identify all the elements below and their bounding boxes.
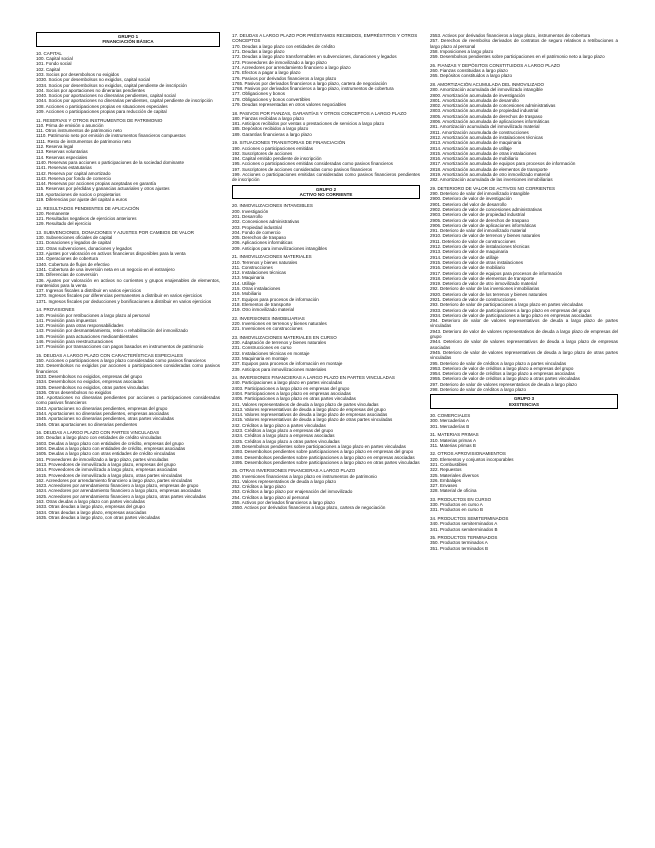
account-line: 321. Combustibles xyxy=(430,461,468,467)
account-section xyxy=(430,535,618,551)
account-section xyxy=(232,140,420,182)
account-line: 211. Construcciones xyxy=(232,264,273,270)
account-line: 178. Obligaciones y bonos convertibles xyxy=(232,96,311,102)
account-line: 136. Ajustes por valoración en activos no corrientes y grupos enajenables de elementos, mantenidos para la venta xyxy=(36,277,220,288)
account-line: 203. Propiedad industrial xyxy=(232,224,282,230)
account-line: 290. Deterioro de valor del inmovilizado intangible xyxy=(430,191,530,197)
account-line: 2819. Amortización acumulada de otro inmovilizado material xyxy=(430,171,551,177)
account-line: 2920. Deterioro de valor de los terrenos y bienes naturales xyxy=(430,291,548,297)
account-line: 204. Fondo de comercio xyxy=(232,229,281,235)
account-line: 251. Valores representativos de deuda a largo plazo xyxy=(232,478,336,484)
section-heading: 22. INVERSIONES INMOBILIARIAS xyxy=(232,315,305,321)
account-line: 112. Reserva legal xyxy=(36,144,74,150)
account-line: 118. Aportaciones de socios o propietarios xyxy=(36,191,121,197)
account-line: 1143. Reserva por fondo de comercio xyxy=(36,175,111,181)
account-line: 255. Activos por derivados financieros a largo plazo xyxy=(232,500,335,506)
account-line: 1371. Ingresos fiscales por deducciones y bonificaciones a distribuir en varios ejercicios xyxy=(36,298,212,304)
account-line: 331. Productos en curso B xyxy=(430,507,484,513)
account-line: 265. Depósitos constituidos a largo plazo xyxy=(430,73,513,79)
account-line: 293. Deterioro de valor de participaciones a largo plazo en partes vinculadas xyxy=(430,302,583,308)
account-line: 1633. Otras deudas a largo plazo, empresas del grupo xyxy=(36,504,145,510)
account-line: 190. Acciones o participaciones emitidas xyxy=(232,145,314,151)
section-heading: 19. SITUACIONES TRANSITORIAS DE FINANCIACIÓN xyxy=(232,140,346,146)
account-line: 2917. Deterioro de valor de equipos para procesos de información xyxy=(430,270,563,276)
account-line: 230. Adaptación de terrenos y bienes naturales xyxy=(232,340,327,346)
section-heading: 16. DEUDAS A LARGO PLAZO CON PARTES VINCULADAS xyxy=(36,430,160,436)
account-line: 294. Deterioro de valor de valores representativos de deuda a largo plazo de partes vinculadas xyxy=(430,318,618,329)
account-line: 200. Investigación xyxy=(232,208,269,214)
account-line: 2901. Deterioro del valor de desarrollo xyxy=(430,201,507,207)
account-line: 219. Otro inmovilizado material xyxy=(232,307,295,313)
section-heading: 21. INMOVILIZACIONES MATERIALES xyxy=(232,254,312,260)
account-line: 1040. Socios por aportaciones no dinerarias pendientes, capital social xyxy=(36,93,176,99)
account-line: 2815. Amortización acumulada de otras instalaciones xyxy=(430,150,537,156)
account-line: 231. Construcciones en curso xyxy=(232,345,292,351)
group-title: ACTIVO NO CORRIENTE xyxy=(299,191,353,197)
account-line: 179. Deudas representadas en otros valores negociables xyxy=(232,102,347,108)
account-line: 1604. Deudas a largo plazo con entidades de crédito, empresas asociadas xyxy=(36,446,186,452)
account-line: 1534. Desembolsos no exigidos, empresas asociadas xyxy=(36,379,144,385)
account-line: 351. Productos terminados B xyxy=(430,545,489,551)
account-section xyxy=(36,118,220,203)
account-line: 1341. Cobertura de una inversión neta en un negocio en el extranjero xyxy=(36,266,175,272)
section-heading: 15. DEUDAS A LARGO PLAZO CON CARACTERÍSTICAS ESPECIALES xyxy=(36,352,184,358)
account-line: 1140. Reservas para acciones o participaciones de la sociedad dominante xyxy=(36,159,185,165)
account-line: 2953. Deterioro de valor de créditos a largo plazo a empresas del grupo xyxy=(430,365,574,371)
account-line: 258. Imposiciones a largo plazo xyxy=(430,49,494,55)
account-line: 1044. Socios por aportaciones no dinerarias pendientes, capital pendiente de inscripción xyxy=(36,98,213,104)
account-line: 114. Reservas especiales xyxy=(36,154,88,160)
account-line: 109. Acciones o participaciones propias para reducción de capital xyxy=(36,109,167,115)
account-line: 102. Capital xyxy=(36,66,61,72)
account-line: 2801. Amortización acumulada de desarrollo xyxy=(430,97,519,103)
account-line: 194. Capital emitido pendiente de inscripción xyxy=(232,156,322,162)
account-line: 2919. Deterioro de valor de otro inmovilizado material xyxy=(430,281,537,287)
account-line: 253. Créditos a largo plazo por enajenación del inmovilizado xyxy=(232,489,353,495)
account-line: 2424. Créditos a largo plazo a empresas asociadas xyxy=(232,433,335,439)
section-heading: 31. MATERIAS PRIMAS xyxy=(430,432,479,438)
account-line: 140. Provisión por retribuciones a largo plazo al personal xyxy=(36,312,150,318)
account-line: 2814. Amortización acumulada de utillaje xyxy=(430,145,512,151)
account-line: 341. Productos semiterminados B xyxy=(430,526,498,532)
account-line: 330. Productos en curso A xyxy=(430,502,483,508)
account-line: 1110. Patrimonio neto por emisión de instrumentos financieros compuestos xyxy=(36,133,186,139)
account-line: 2916. Deterioro de valor de mobiliario xyxy=(430,265,506,271)
account-line: 1544. Aportaciones no dinerarias pendientes, empresas asociadas xyxy=(36,411,169,417)
group-header-box xyxy=(430,394,618,409)
account-line: 326. Embalajes xyxy=(430,477,462,483)
account-section xyxy=(430,82,618,183)
account-line: 119. Diferencias por ajuste del capital a euros xyxy=(36,197,127,203)
account-section xyxy=(232,33,420,107)
account-line: 2404. Participaciones a largo plazo en empresas asociadas xyxy=(232,390,351,396)
account-line: 133. Ajustes por valoración en activos financieros disponibles para la venta xyxy=(36,251,186,257)
account-line: 254. Créditos a largo plazo al personal xyxy=(232,494,310,500)
account-line: 101. Fondo social xyxy=(36,61,72,67)
account-line: 1543. Aportaciones no dinerarias pendientes, empresas del grupo xyxy=(36,405,168,411)
account-line: 220. Inversiones en terrenos y bienes naturales xyxy=(232,321,327,326)
account-section xyxy=(36,353,220,427)
account-line: 185. Depósitos recibidos a largo plazo xyxy=(232,126,309,132)
account-section xyxy=(232,254,420,312)
account-line: 132. Otras subvenciones, donaciones y legados xyxy=(36,245,132,251)
section-heading: 17. DEUDAS A LARGO PLAZO POR PRÉSTAMOS RECIBIDOS, EMPRÉSTITOS Y OTROS CONCEPTOS xyxy=(232,33,418,44)
section-heading: 28. AMORTIZACIÓN ACUMULADA DEL INMOVILIZADO xyxy=(430,81,545,87)
account-line: 210. Terrenos y bienes naturales xyxy=(232,259,298,265)
account-line: 2495. Desembolsos pendientes sobre participaciones a largo plazo en otras partes vinculadas xyxy=(232,459,420,465)
account-line: 257. Derechos de reembolso derivados de contratos de seguro relativos a retribuciones a largo plazo al personal xyxy=(430,38,618,49)
account-line: 214. Utillaje xyxy=(232,280,256,286)
group-title: FINANCIACIÓN BÁSICA xyxy=(102,39,154,45)
account-line: 115. Reservas por pérdidas y ganancias actuariales y otros ajustes xyxy=(36,186,170,192)
account-section xyxy=(232,375,420,465)
account-line: 1034. Socios por desembolsos no exigidos, capital pendiente de inscripción xyxy=(36,82,187,88)
account-line: 216. Mobiliario xyxy=(232,291,262,297)
section-heading: 13. SUBVENCIONES, DONACIONES Y AJUSTES POR CAMBIOS DE VALOR xyxy=(36,229,195,235)
account-line: 180. Fianzas recibidas a largo plazo xyxy=(232,115,305,121)
account-line: 1546. Otras aportaciones no dinerarias pendientes xyxy=(36,421,138,427)
account-line: 162. Acreedores por arrendamiento financiero a largo plazo, partes vinculadas xyxy=(36,477,193,483)
section-heading: 35. PRODUCTOS TERMINADOS xyxy=(430,535,498,541)
account-line: 176. Pasivos por derivados financieros a largo plazo xyxy=(232,75,337,81)
group-number: GRUPO 1 xyxy=(117,34,139,39)
account-line: 1030. Socios por desembolsos no exigidos, capital social xyxy=(36,77,150,83)
account-line: 2913. Deterioro de valor de maquinaria xyxy=(430,249,509,255)
account-line: 250. Inversiones financieras a largo plazo en instrumentos de patrimonio xyxy=(232,473,377,479)
column-middle xyxy=(232,30,420,511)
account-line: 2818. Amortización acumulada de elementos de transporte xyxy=(430,166,548,172)
section-heading: 11. RESERVAS Y OTROS INSTRUMENTOS DE PATRIMONIO xyxy=(36,117,163,123)
account-line: 170. Deudas a largo plazo con entidades de crédito xyxy=(232,43,335,49)
account-section xyxy=(430,33,618,59)
account-line: 2413. Valores representativos de deuda a largo plazo de empresas del grupo xyxy=(232,406,386,412)
account-section xyxy=(232,468,420,510)
account-line: 1615. Proveedores de inmovilizado a largo plazo, otras partes vinculadas xyxy=(36,472,183,478)
account-line: 137. Ingresos fiscales a distribuir en varios ejercicios xyxy=(36,288,142,294)
account-line: 110. Prima de emisión o asunción xyxy=(36,122,104,128)
account-section xyxy=(232,316,420,332)
account-line: 1533. Desembolsos no exigidos, empresas del grupo xyxy=(36,373,143,379)
section-heading: 29. DETERIORO DE VALOR DE ACTIVOS NO CORRIENTES xyxy=(430,185,555,191)
account-line: 1142. Reserva por capital amortizado xyxy=(36,170,111,176)
account-line: 175. Efectos a pagar a largo plazo xyxy=(232,70,301,76)
account-line: 350. Productos terminados A xyxy=(430,540,488,546)
account-line: 1624. Acreedores por arrendamiento financiero a largo plazo, empresas asociadas xyxy=(36,488,201,494)
account-line: 218. Elementos de transporte xyxy=(232,301,292,307)
account-line: 1765. Pasivos por derivados financieros a largo plazo, cartera de negociación xyxy=(232,80,387,86)
account-line: 212. Instalaciones técnicas xyxy=(232,270,287,276)
account-section xyxy=(36,230,220,304)
account-line: 2550. Activos por derivados financieros a largo plazo, cartera de negociación xyxy=(232,505,386,511)
account-line: 260. Fianzas constituidas a largo plazo xyxy=(430,68,508,74)
account-line: 189. Garantías financieras a largo plazo xyxy=(232,131,312,137)
section-heading: 34. PRODUCTOS SEMITERMINADOS xyxy=(430,515,509,521)
section-heading: 18. PASIVOS POR FIANZAS, GARANTÍAS Y OTROS CONCEPTOS A LARGO PLAZO xyxy=(232,110,407,116)
account-line: 2921. Deterioro de valor de construcciones xyxy=(430,297,516,302)
account-line: 171. Deudas a largo plazo xyxy=(232,49,285,55)
account-line: 328. Material de oficina xyxy=(430,488,477,494)
account-line: 2806. Amortización acumulada de aplicaciones informáticas xyxy=(430,119,550,125)
group-number: GRUPO 3 xyxy=(513,396,535,402)
account-line: 2905. Deterioro de valor de derechos de traspaso xyxy=(430,217,530,223)
account-line: 206. Aplicaciones informáticas xyxy=(232,240,293,246)
account-line: 146. Provisión para reestructuraciones xyxy=(36,339,114,344)
account-line: 154. Aportaciones no dinerarias pendientes por acciones o participaciones consideradas como pasivos financieros xyxy=(36,395,220,406)
account-line: 311. Materias primas B xyxy=(430,442,476,448)
account-line: 240. Participaciones a largo plazo en partes vinculadas xyxy=(232,380,343,386)
account-line: 100. Capital social xyxy=(36,56,73,62)
account-line: 121. Resultados negativos de ejercicios anteriores xyxy=(36,216,137,222)
group-header-box xyxy=(232,185,420,200)
account-line: 2915. Deterioro de valor de otras instalaciones xyxy=(430,259,524,265)
account-line: 129. Resultado del ejercicio xyxy=(36,221,92,227)
account-section xyxy=(232,203,420,251)
section-heading: 2553. Activos por derivados financieros a largo plazo, instrumentos de cobertura xyxy=(430,33,591,39)
account-line: 2943. Deterioro de valor de valores representativos de deuda a largo plazo de empresas del grupo xyxy=(430,328,618,340)
account-line: 2425. Créditos a largo plazo a otras partes vinculadas xyxy=(232,438,340,444)
account-line: 197. Suscriptores de acciones consideradas como pasivos financieros xyxy=(232,166,373,172)
account-line: 153. Desembolsos no exigidos por acciones o participaciones consideradas como pasivos financieros xyxy=(36,363,220,374)
account-line: 1613. Proveedores de inmovilizado a largo plazo, empresas del grupo xyxy=(36,461,176,467)
account-line: 2900. Deterioro de valor de investigación xyxy=(430,196,512,202)
account-line: 2803. Amortización acumulada de propiedad industrial xyxy=(430,108,539,114)
section-heading: 25. OTRAS INVERSIONES FINANCIERAS A LARGO PLAZO xyxy=(232,468,356,474)
account-section xyxy=(430,432,618,448)
account-line: 174. Acreedores por arrendamiento financiero a largo plazo xyxy=(232,64,351,70)
account-line: 160. Deudas a largo plazo con entidades de crédito vinculadas xyxy=(36,435,162,441)
section-heading: 30. COMERCIALES xyxy=(430,413,471,419)
account-line: 2817. Amortización acumulada de equipos para procesos de información xyxy=(430,161,576,167)
account-section xyxy=(430,63,618,79)
account-line: 2914. Deterioro de valor de utillaje xyxy=(430,254,499,260)
account-line: 2902. Deterioro de valor de concesiones administrativas xyxy=(430,206,543,212)
section-heading: 24. INVERSIONES FINANCIERAS A LARGO PLAZO EN PARTES VINCULADAS xyxy=(232,375,395,381)
account-line: 215. Otras instalaciones xyxy=(232,286,281,292)
account-line: 322. Repuestos xyxy=(430,467,462,473)
account-line: 2911. Deterioro de valor de construcciones xyxy=(430,238,516,244)
account-line: 2800. Amortización acumulada de investigación xyxy=(430,92,526,98)
account-line: 1144. Reservas por acciones propias aceptadas en garantía xyxy=(36,181,156,187)
account-section xyxy=(430,413,618,429)
section-heading: 26. FIANZAS Y DEPÓSITOS CONSTITUIDOS A LARGO PLAZO xyxy=(430,62,561,68)
account-line: 1625. Acreedores por arrendamiento financiero a largo plazo, otras partes vinculadas xyxy=(36,493,206,499)
account-line: 2816. Amortización acumulada de mobiliario xyxy=(430,156,519,162)
account-line: 161. Proveedores de inmovilizado a largo plazo, partes vinculadas xyxy=(36,456,169,462)
account-line: 300. Mercaderías A xyxy=(430,418,470,424)
account-line: 2934. Deterioro de valor de participaciones a largo plazo en empresas asociadas xyxy=(430,312,592,318)
account-line: 131. Donaciones y legados de capital xyxy=(36,240,111,246)
account-line: 1141. Reservas estatutarias xyxy=(36,165,92,171)
account-section xyxy=(430,516,618,532)
account-line: 1768. Pasivos por derivados financieros a largo plazo, instrumentos de cobertura xyxy=(232,86,394,92)
column-right xyxy=(430,30,618,551)
account-line: 241. Valores representativos de deuda a largo plazo de partes vinculadas xyxy=(232,401,379,407)
account-section xyxy=(36,206,220,227)
account-line: 281. Amortización acumulada del inmovilizado material xyxy=(430,124,540,130)
account-line: 2415. Valores representativos de deuda a largo plazo de otras partes vinculadas xyxy=(232,417,393,423)
section-heading: 33. PRODUCTOS EN CURSO xyxy=(430,496,492,502)
account-line: 130. Subvenciones oficiales de capital xyxy=(36,235,113,241)
account-line: 2812. Amortización acumulada de instalaciones técnicas xyxy=(430,134,543,140)
account-line: 2811. Amortización acumulada de construcciones xyxy=(430,129,529,135)
account-line: 103. Socios por desembolsos no exigidos xyxy=(36,72,120,77)
group-header-box xyxy=(36,32,220,47)
account-line: 2494. Desembolsos pendientes sobre participaciones a largo plazo en empresas asociadas xyxy=(232,454,415,460)
section-heading: 14. PROVISIONES xyxy=(36,307,75,313)
section-heading: 23. INMOVILIZACIONES MATERIALES EN CURSO xyxy=(232,334,337,340)
account-line: 120. Remanente xyxy=(36,210,70,216)
account-line: 209. Anticipos para inmovilizaciones intangibles xyxy=(232,245,328,251)
account-line: 252. Créditos a largo plazo xyxy=(232,484,286,490)
account-line: 111. Otros instrumentos de patrimonio neto xyxy=(36,128,122,134)
account-line: 2933. Deterioro de valor de participaciones a largo plazo en empresas del grupo xyxy=(430,307,591,313)
account-line: 213. Maquinaria xyxy=(232,275,265,281)
account-section xyxy=(430,497,618,513)
account-line: 280. Amortización acumulada del inmovilizado intangible xyxy=(430,87,543,93)
account-line: 249. Desembolsos pendientes sobre participaciones a largo plazo en partes vinculadas xyxy=(232,443,406,449)
section-heading: 32. OTROS APROVISIONAMIENTOS xyxy=(430,451,506,457)
account-line: 143. Provisión por desmantelamiento, retiro o rehabilitación del inmovilizado xyxy=(36,328,188,334)
account-line: 2903. Deterioro de valor de propiedad industrial xyxy=(430,212,526,218)
account-line: 1623. Acreedores por arrendamiento financiero a largo plazo, empresas de grupo xyxy=(36,483,199,489)
account-line: 134. Operaciones de cobertura xyxy=(36,256,99,262)
account-line: 2414. Valores representativos de deuda a largo plazo de empresas asociadas xyxy=(232,412,388,418)
account-line: 2954. Deterioro de valor de créditos a largo plazo a empresas asociadas xyxy=(430,371,575,377)
account-line: 205. Derechos de traspaso xyxy=(232,235,287,241)
account-line: 145. Provisión para actuaciones medioambientales xyxy=(36,333,138,339)
account-line: 340. Productos semiterminados A xyxy=(430,521,498,527)
account-line: 199. Acciones o participaciones emitidas consideradas como pasivos financieros pendientes de inscripción xyxy=(232,171,420,183)
account-line: 1370. Ingresos fiscales por diferencias permanentes a distribuir en varios ejercicios xyxy=(36,293,202,299)
account-line: 2423. Créditos a largo plazo a empresas del grupo xyxy=(232,428,334,434)
account-section xyxy=(232,335,420,372)
account-line: 2912. Deterioro de valor de instalaciones técnicas xyxy=(430,244,530,250)
group-number: GRUPO 2 xyxy=(315,186,337,192)
section-heading: 20. INMOVILIZACIONES INTANGIBLES xyxy=(232,203,313,209)
account-line: 104. Socios por aportaciones no dinerarias pendientes xyxy=(36,87,145,93)
account-line: 310. Materias primas A xyxy=(430,437,477,443)
account-line: 202. Concesiones administrativas xyxy=(232,219,300,225)
account-line: 142. Provisión para otras responsabilidades xyxy=(36,323,124,329)
account-line: 291. Deterioro de valor del inmovilizado material xyxy=(430,228,527,234)
account-line: 1635. Otras deudas a largo plazo, con otras partes vinculadas xyxy=(36,514,160,520)
section-heading: 10. CAPITAL xyxy=(36,50,62,56)
account-line: 233. Maquinaria en montaje xyxy=(232,355,288,361)
account-line: 320. Elementos y conjuntos incorporables xyxy=(430,456,514,462)
account-section xyxy=(36,430,220,520)
account-line: 163. Otras deudas a largo plazo con partes vinculadas xyxy=(36,498,145,504)
account-line: 181. Anticipos recibidos por ventas o prestaciones de servicios a largo plazo xyxy=(232,121,385,127)
account-section xyxy=(430,451,618,493)
account-line: 113. Reservas voluntarias xyxy=(36,149,88,155)
account-line: 1605. Deudas a largo plazo con otras entidades de crédito vinculadas xyxy=(36,451,176,457)
account-line: 242. Créditos a largo plazo a partes vinculadas xyxy=(232,422,326,428)
account-section xyxy=(36,307,220,349)
account-line: 325. Materiales diversos xyxy=(430,472,479,478)
account-line: 150. Acciones o participaciones a largo plazo consideradas como pasivos financieros xyxy=(36,358,206,364)
column-left xyxy=(36,30,220,520)
group-title: EXISTENCIAS xyxy=(508,401,539,407)
account-section xyxy=(430,186,618,393)
account-line: 2813. Amortización acumulada de maquinaria xyxy=(430,140,522,146)
account-line: 1340. Cobertura de flujos de efectivo xyxy=(36,261,110,267)
account-line: 2945. Deterioro de valor de valores representativos de deuda a largo plazo de otras partes vinculadas xyxy=(430,349,618,361)
account-line: 1535. Desembolsos no exigidos, otras partes vinculadas xyxy=(36,384,149,390)
account-line: 177. Obligaciones y bonos xyxy=(232,91,286,97)
account-line: 1603. Deudas a largo plazo con entidades de crédito, empresas del grupo xyxy=(36,440,184,446)
account-line: 1111. Resto de instrumentos de patrimonio neto xyxy=(36,138,132,144)
account-line: 201. Desarrollo xyxy=(232,213,263,219)
account-line: 192. Suscriptores de acciones xyxy=(232,150,293,156)
account-line: 108. Acciones o participaciones propias en situaciones especiales xyxy=(36,103,168,109)
account-line: 282. Amortización acumulada de las inversiones inmobiliarias xyxy=(430,177,553,183)
account-line: 217. Equipos para procesos de información xyxy=(232,296,319,302)
account-section xyxy=(232,111,420,137)
account-line: 1614. Proveedores de inmovilizado a largo plazo, empresas asociadas xyxy=(36,467,178,473)
account-line: 298. Deterioro de valor de créditos a largo plazo xyxy=(430,387,527,393)
section-heading: 12. RESULTADOS PENDIENTES DE APLICACIÓN xyxy=(36,205,140,211)
account-line: 141. Provisión para impuestos xyxy=(36,317,97,323)
account-section xyxy=(36,51,220,115)
account-line: 1545. Aportaciones no dinerarias pendientes, otras partes vinculadas xyxy=(36,416,174,422)
account-line: 2955. Deterioro de valor de créditos a largo plazo a otras partes vinculadas xyxy=(430,376,580,382)
account-line: 259. Desembolsos pendientes sobre participaciones en el patrimonio neto a largo plazo xyxy=(430,54,605,60)
account-line: 239. Anticipos para inmovilizaciones materiales xyxy=(232,366,327,372)
account-line: 2403. Participaciones a largo plazo en empresas del grupo xyxy=(232,385,350,391)
account-line: 297. Deterioro de valor de valores representativos de deuda a largo plazo xyxy=(430,381,577,387)
account-line: 232. Instalaciones técnicas en montaje xyxy=(232,350,310,356)
account-line: 195. Acciones o participaciones emitidas consideradas como pasivos financieros xyxy=(232,161,393,167)
account-line: 2944. Deterioro de valor de valores representativos de deuda a largo plazo de empresas asociadas xyxy=(430,339,618,350)
account-line: 172. Deudas a largo plazo transformables en subvenciones, donaciones y legados xyxy=(232,54,397,60)
account-line: 1634. Otras deudas a largo plazo, empresas asociadas xyxy=(36,509,147,515)
account-line: 173. Proveedores de inmovilizado a largo plazo xyxy=(232,59,327,65)
account-line: 221. Inversiones en construcciones xyxy=(232,326,303,332)
account-line: 2405. Participaciones a largo plazo en otras partes vinculadas xyxy=(232,396,356,402)
account-line: 292. Deterioro de valor de las inversiones inmobiliarias xyxy=(430,286,540,292)
account-line: 135. Diferencias de conversión xyxy=(36,272,98,278)
account-line: 301. Mercaderías B xyxy=(430,423,470,429)
account-line: 2906. Deterioro de valor de aplicaciones informáticas xyxy=(430,222,537,228)
account-line: 327. Envases xyxy=(430,483,458,489)
account-line: 295. Deterioro de valor de créditos a largo plazo a partes vinculadas xyxy=(430,360,567,366)
account-line: 2910. Deterioro de valor de terrenos y bienes naturales xyxy=(430,233,541,239)
account-line: 2805. Amortización acumulada de derechos de traspaso xyxy=(430,113,543,119)
account-line: 2802. Amortización acumulada de concesiones administrativas xyxy=(430,103,556,109)
account-line: 147. Provisión por transacciones con pagos basados en instrumentos de patrimonio xyxy=(36,344,204,350)
account-line: 237. Equipos para procesos de información en montaje xyxy=(232,361,343,367)
account-line: 2493. Desembolsos pendientes sobre participaciones a largo plazo en empresas del grupo xyxy=(232,449,414,455)
account-line: 1536. Otros desembolsos no exigidos xyxy=(36,389,112,395)
account-line: 2918. Deterioro de valor de elementos de transporte xyxy=(430,275,535,281)
